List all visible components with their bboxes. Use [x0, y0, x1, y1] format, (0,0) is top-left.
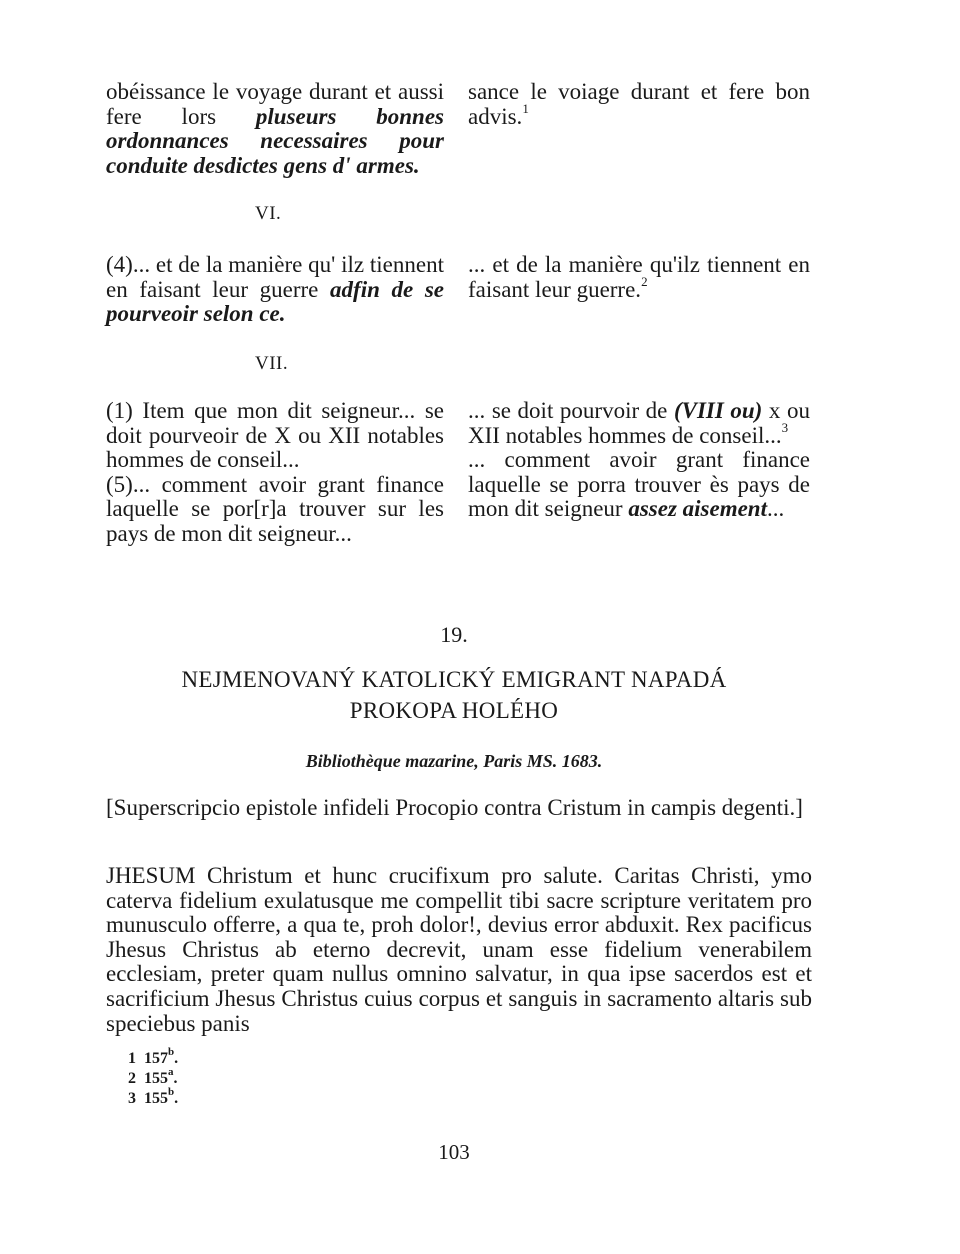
section-vii-right-text-2b: ...: [766, 496, 785, 521]
document-title-line-1: NEJMENOVANÝ KATOLICKÝ EMIGRANT NAPADÁ: [181, 667, 727, 692]
footnote-ref-2: 2: [641, 273, 648, 289]
section-vii-left-column: [106, 399, 444, 546]
footnotes: [128, 1045, 179, 1109]
section-v-left-paragraph: [106, 80, 444, 178]
section-v-right-text: sance le voiage durant et fere bon advis.: [468, 79, 810, 129]
section-vii-right-italic-1: (VIII ou): [673, 398, 763, 423]
section-v-left-column: [106, 80, 444, 178]
section-vi-left-text: (4)... et de la manière qu' ilz tiennent en faisant leur guerre: [106, 252, 444, 302]
section-vi-right-paragraph: [468, 253, 810, 302]
footnote-1-sup: b: [168, 1045, 175, 1058]
superscription: [Superscripcio epistole infideli Procopio contra Cristum in campis degenti.]: [106, 795, 803, 820]
section-vii-right-paragraph-1: [468, 399, 810, 448]
document-number: 19.: [440, 622, 468, 647]
section-vi-heading: VI.: [255, 203, 282, 224]
section-vi-right-text: ... et de la manière qu'ilz tiennent en faisant leur guerre.: [468, 252, 810, 302]
footnote-1-mark: 1: [128, 1050, 136, 1067]
footnote-3-text: 155: [144, 1090, 168, 1107]
footnote-2-mark: 2: [128, 1070, 136, 1087]
footnote-2-sup: a: [168, 1065, 174, 1078]
section-v-right-column: [468, 80, 810, 129]
footnote-3-end: .: [174, 1090, 179, 1107]
document-source: Bibliothèque mazarine, Paris MS. 1683.: [305, 751, 603, 771]
section-vi-left-column: [106, 253, 444, 327]
section-vii-right-paragraph-2: [468, 448, 810, 522]
section-vii-heading: VII.: [255, 353, 289, 374]
section-v-left-text: obéissance le voyage durant et aussi fere lors: [106, 79, 444, 129]
section-vii-left-paragraph-2: (5)... comment avoir grant finance laquelle se por[r]a trouver sur les pays de mon dit seigneur...: [106, 471, 444, 546]
section-vii-right-italic-2: assez aisement: [628, 496, 767, 521]
document-title-line-2: PROKOPA HOLÉHO: [349, 698, 559, 723]
superscription-block: [106, 796, 812, 821]
document-title: [120, 664, 788, 726]
letter-body: JHESUM Christum et hunc crucifixum pro salute. Caritas Christi, ymo caterva fidelium exulatusque me compellit tibi sacre scripture veritatem pro munusculo offerre, a qua te, proh dolor!, devius error abduxit. Rex pacificus Jhesus Christus ab eterno decrevit, unam esse fidelium venerabilem ecclesiam, preter quam nullus omnino salvatur, in qua ipse sacerdos est et sacrificium Jhesus Christus cuius corpus et sanguis in sacramento altaris sub speciebus panis: [106, 863, 812, 1036]
section-vii-right-text-1a: ... se doit pourvoir de: [468, 398, 674, 423]
footnote-2-end: .: [173, 1070, 178, 1087]
footnote-ref-3: 3: [781, 419, 789, 435]
section-v-right-paragraph: [468, 80, 810, 129]
section-vi-left-italic: adfin de se pourveoir selon ce.: [106, 276, 444, 326]
section-vi-right-column: [468, 253, 810, 302]
letter-body-block: [106, 864, 812, 1036]
page-number: 103: [438, 1140, 470, 1164]
section-vii-right-text-1b: x ou XII notables hommes de conseil...: [468, 398, 810, 448]
footnote-3-sup: b: [168, 1085, 175, 1098]
footnote-3-mark: 3: [128, 1090, 136, 1107]
section-vii-right-text-2a: ... comment avoir grant finance laquelle se porra trouver ès pays de mon dit seigneur: [468, 447, 810, 521]
footnote-1-end: .: [174, 1050, 179, 1067]
section-vii-left-paragraph-1: (1) Item que mon dit seigneur... se doit pourveoir de X ou XII notables hommes de conseil...: [106, 398, 444, 472]
footnote-1-text: 157: [144, 1050, 168, 1067]
footnote-2-text: 155: [144, 1070, 168, 1087]
footnote-3: [128, 1085, 179, 1109]
section-vi-left-paragraph: [106, 253, 444, 327]
footnote-ref-1: 1: [522, 100, 529, 116]
section-v-left-italic: pluseurs bonnes ordonnances necessaires pour conduite desdictes gens d' armes.: [106, 103, 444, 178]
section-vii-right-column: [468, 399, 810, 522]
